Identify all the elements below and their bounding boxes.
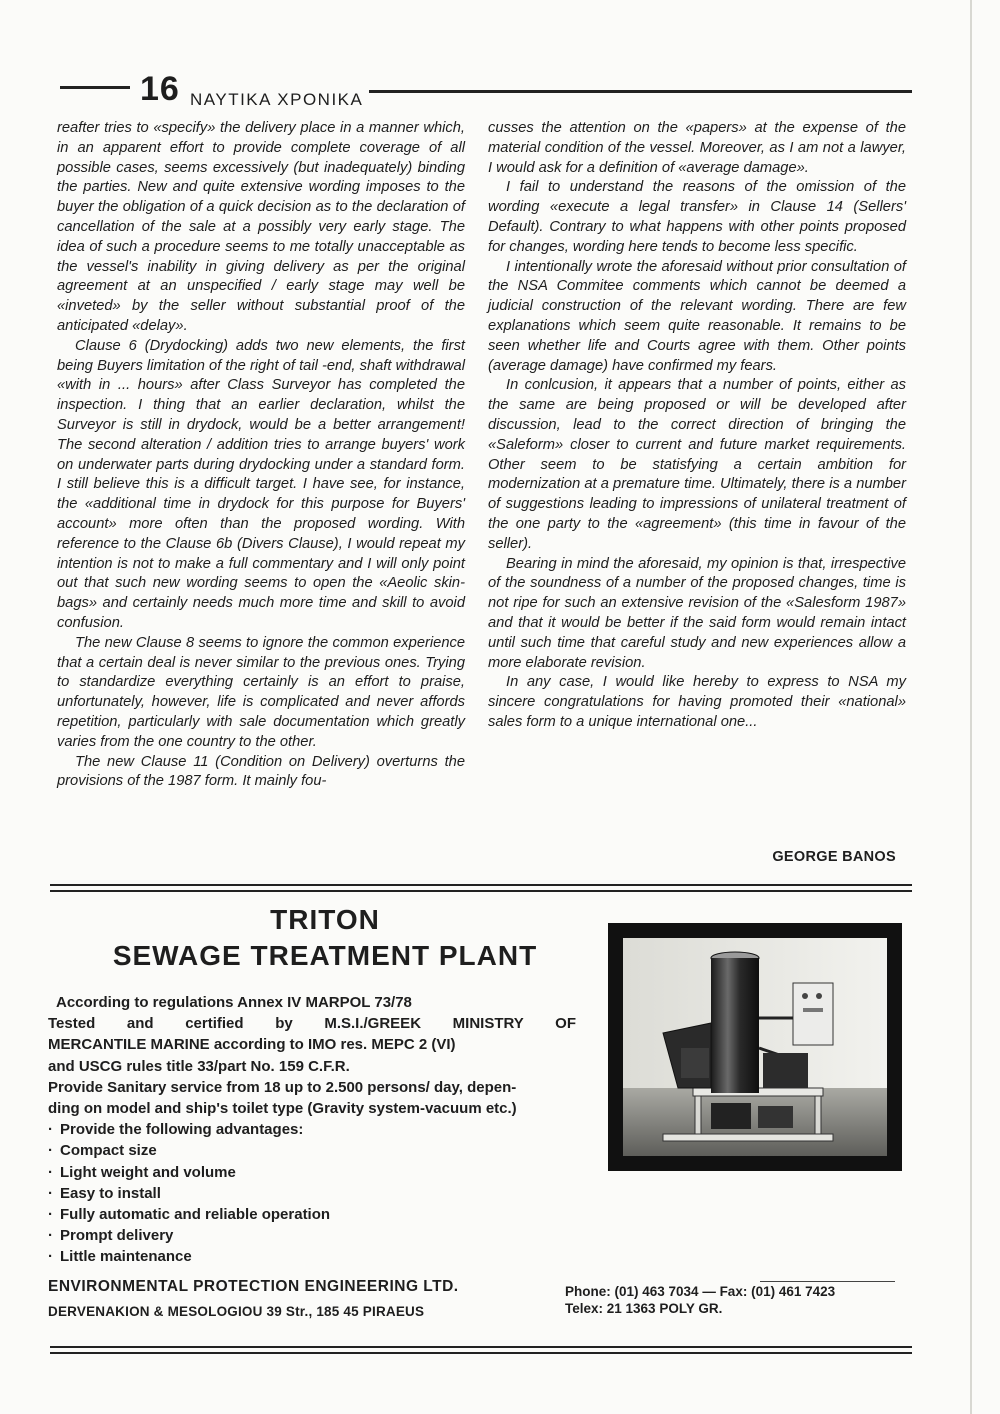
- ad-line: and USCG rules title 33/part No. 159 C.F.R.: [48, 1057, 350, 1075]
- product-photo: [608, 923, 902, 1171]
- advantage-text: Little maintenance: [60, 1248, 192, 1266]
- advantage-item: · Light weight and volume: [48, 1162, 576, 1183]
- article-column-left: [57, 119, 465, 792]
- paragraph: cusses the attention on the «papers» at the expense of the material condition of the vessel. Moreover, as I am not a lawyer, I would ask for a definition of «average damage».: [488, 120, 906, 176]
- ad-title-brand: TRITON: [270, 904, 380, 935]
- ad-title-product: SEWAGE TREATMENT PLANT: [112, 940, 538, 971]
- page-edge: [970, 0, 972, 1414]
- advantage-text: Prompt delivery: [60, 1227, 174, 1245]
- ad-line: ding on model and ship's toilet type (Gravity system-vacuum etc.): [48, 1100, 517, 1118]
- paragraph: Clause 6 (Drydocking) adds two new elements, the first being Buyers limitation of the right of tail -end, shaft withdrawal «with in ... hours» after Class Surveyor has completed the inspection. I thing that an earlier declaration, whilst the Surveyor is still in drydock, would be a better arrangement! The second alteration / addition tries to arrange buyers' work on underwater parts during drydocking under a standard form. I still believe this is a difficult target. I have see, for instance, the «additional time in drydock for this purpose for Buyers' account» more often than the proposed wording. With reference to the Clause 6b (Divers Clause), I would repeat my intention is not to make a full commentary and I will only point out that such new wording seems to open the «Aeolic skin-bags» and certainly needs much more time and skill to avoid confusion.: [57, 337, 465, 631]
- phone-fax: Phone: (01) 463 7034 — Fax: (01) 461 7423: [565, 1284, 836, 1299]
- advantage-text: Fully automatic and reliable operation: [60, 1206, 331, 1224]
- advantage-item: · Prompt delivery: [48, 1225, 576, 1246]
- paragraph: reafter tries to «specify» the delivery place in a manner which, in an apparent effort to provide complete coverage of all possible cases, seems excessively (but inadequately) binding the parties. New and quite extensive wording imposes to the buyer the obligation of a quick decision as to the declaration of cancellation of the sale at a possibly very early stage. The idea of such a procedure seems to me totally unacceptable as the vessel's inability in giving delivery as per the original agreement at an unspecified / early stage may well be «inveted» by the seller without substantial proof of the anticipated «delay».: [57, 120, 465, 334]
- contact-rule: [760, 1281, 895, 1282]
- double-rule-bottom: [50, 1346, 912, 1354]
- paragraph: In conlcusion, it appears that a number of points, either as the same are being proposed or will be developed after discussion, lead to the correct direction of bringing the «Saleform» closer to current and future market requirements. Other seem to be statisfying a certain ambition for modernization at a premature time. Ultimately, there is a number of suggestions leading to impressions of unilateral treatment of the one party to the «agreement» (this time in favour of the seller).: [488, 377, 906, 552]
- paragraph: I intentionally wrote the aforesaid without prior consultation of the NSA Commitee comments which cannot be deemed a judicial construction of the relevant wording. There are few explanations which seem quite reasonable. It remains to be seen whether life and Courts agree with them. Other points (average damage) have confirmed my fears.: [488, 258, 906, 374]
- ad-line: According to regulations Annex IV MARPOL 73/78: [56, 994, 412, 1011]
- telex: Telex: 21 1363 POLY GR.: [565, 1301, 723, 1316]
- ad-advantages-intro-text: Provide the following advantages:: [60, 1121, 304, 1139]
- advantage-item: · Little maintenance: [48, 1246, 576, 1267]
- paragraph: The new Clause 8 seems to ignore the common experience that a certain deal is never similar to the previous ones. Trying to standardize everything certainly is an effort to praise, unfortunately, however, life is complicated and never affords repetition, particularly with sale documentation which greatly varies from the one country to the other.: [57, 634, 465, 750]
- ad-line: Tested and certified by M.S.I./GREEK MINISTRY OF: [48, 1015, 576, 1033]
- advantage-text: Compact size: [60, 1142, 157, 1160]
- author-signature: GEORGE BANOS: [772, 849, 896, 865]
- company-name: ENVIRONMENTAL PROTECTION ENGINEERING LTD.: [48, 1278, 459, 1295]
- article-column-right: [488, 119, 906, 733]
- advantage-text: Easy to install: [60, 1184, 161, 1202]
- company-address: DERVENAKION & MESOLOGIOU 39 Str., 185 45 PIRAEUS: [48, 1304, 425, 1319]
- header-rule-left: [60, 86, 130, 89]
- advantage-item: · Compact size: [48, 1140, 576, 1161]
- ad-body: [48, 992, 576, 1268]
- advantage-item: · Easy to install: [48, 1183, 576, 1204]
- paragraph: The new Clause 11 (Condition on Delivery) overturns the provisions of the 1987 form. It mainly fou-: [57, 753, 465, 790]
- paragraph: Bearing in mind the aforesaid, my opinion is that, irrespective of the soundness of a number of the proposed changes, time is not ripe for such an extensive revision of the «Salesform 1987» and that it would be better if the said form would remain intact until such time that careful study and new experiences allow a more elaborate revision.: [488, 555, 906, 671]
- publication-title: ΝΑΥΤΙΚΑ ΧΡΟΝΙΚΑ: [190, 90, 369, 110]
- double-rule-top: [50, 884, 912, 892]
- ad-advantages-intro: · Provide the following advantages:: [48, 1119, 576, 1140]
- page-number: 16: [140, 70, 180, 108]
- advantage-text: Light weight and volume: [60, 1163, 236, 1181]
- ad-line: MERCANTILE MARINE according to IMO res. MEPC 2 (VI): [48, 1036, 456, 1054]
- paragraph: In any case, I would like hereby to express to NSA my sincere congratulations for having promoted their «national» sales form to a unique international one...: [488, 674, 906, 730]
- paragraph: I fail to understand the reasons of the omission of the wording «execute a legal transfer» in Clause 14 (Sellers' Default). Contrary to what happens with other points proposed for changes, wording here tends to become less specific.: [488, 179, 906, 255]
- sewage-plant-image: [623, 938, 887, 1156]
- advantage-item: · Fully automatic and reliable operation: [48, 1204, 576, 1225]
- ad-line: Provide Sanitary service from 18 up to 2.500 persons/ day, depen-: [48, 1078, 517, 1096]
